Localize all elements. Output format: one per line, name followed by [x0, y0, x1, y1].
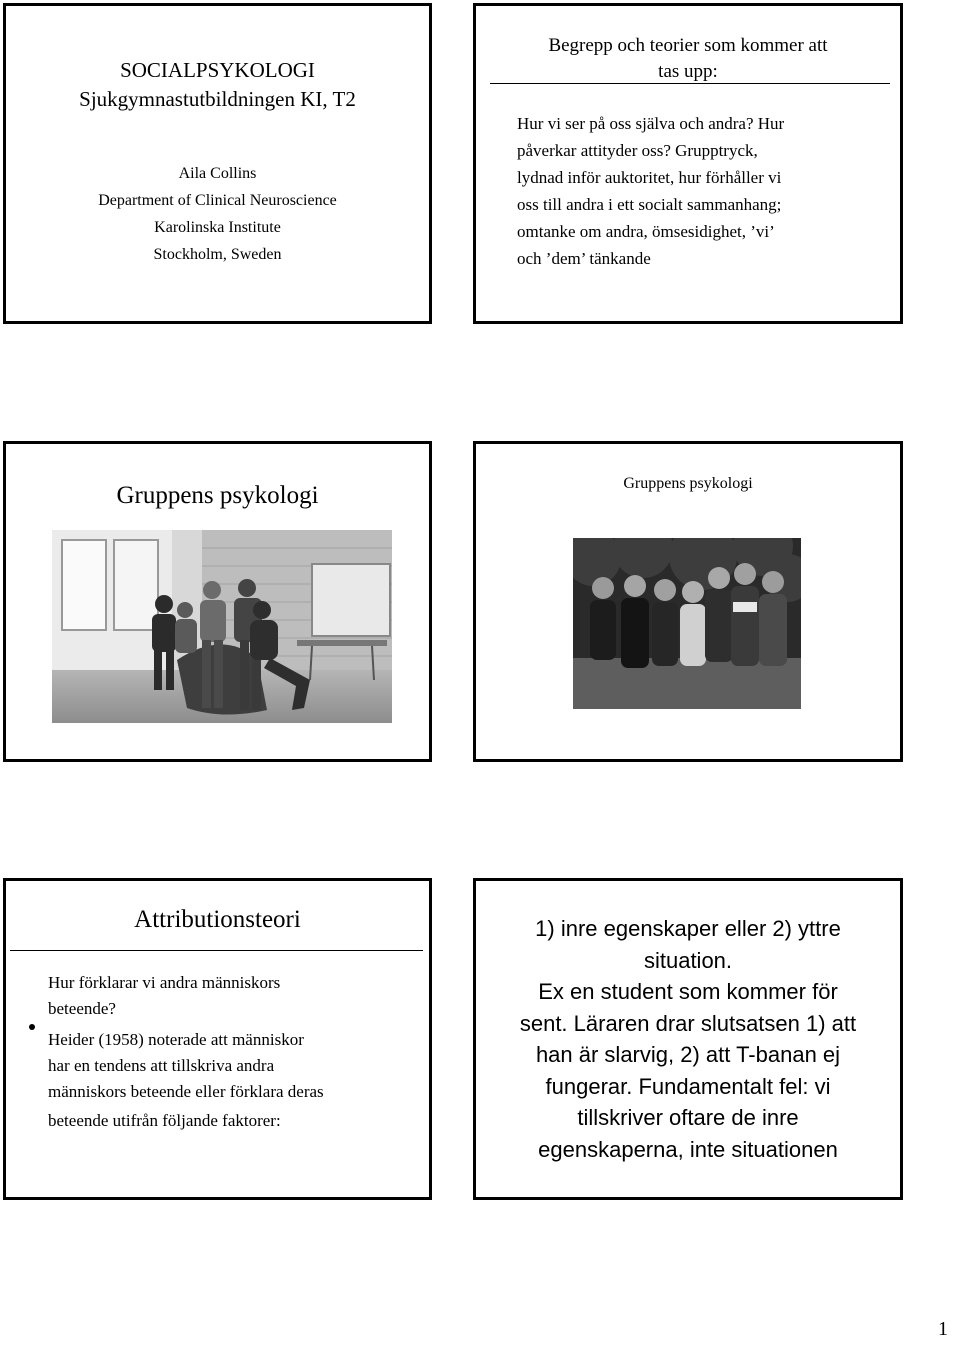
- slide-group-psychology-2: [473, 441, 903, 762]
- author-institute: Karolinska Institute: [154, 219, 281, 236]
- body-line: lydnad inför auktoritet, hur förhåller vi: [517, 168, 782, 187]
- body-line: påverkar attityder oss? Grupptryck,: [517, 141, 758, 160]
- slide-group-psychology-1-title: Gruppens psykologi: [116, 482, 319, 509]
- slide-title-heading: SOCIALPSYKOLOGI: [120, 58, 315, 82]
- body-line: tillskriver oftare de inre: [577, 1105, 799, 1130]
- slide-attribution-title: Attributionsteori: [134, 906, 301, 933]
- slide-title-subheading: Sjukgymnastutbildningen KI, T2: [79, 87, 356, 111]
- body-line: han är slarvig, 2) att T-banan ej: [535, 1042, 841, 1067]
- slide-concepts-title-cont: tas upp:: [658, 61, 718, 82]
- body-line: Hur vi ser på oss själva och andra? Hur: [517, 114, 785, 133]
- author-name: Aila Collins: [178, 165, 257, 182]
- body-line: 1) inre egenskaper eller 2) yttre: [535, 916, 841, 941]
- slide-attribution-theory: [3, 878, 432, 1200]
- body-line: beteende?: [48, 999, 116, 1018]
- page-number: 1: [938, 1318, 948, 1340]
- body-line: Ex en student som kommer för: [538, 979, 838, 1004]
- title-divider: [10, 950, 423, 951]
- body-line: människors beteende eller förklara deras: [48, 1082, 324, 1101]
- body-line: situation.: [643, 947, 733, 973]
- slide-attribution-example: [473, 878, 903, 1200]
- author-department: Department of Clinical Neuroscience: [98, 192, 337, 209]
- body-line: oss till andra i ett socialt sammanhang;: [517, 195, 782, 214]
- title-divider: [490, 83, 890, 84]
- body-line: sent. Läraren drar slutsatsen 1) att: [519, 1010, 857, 1036]
- slide-group-psychology-2-title: Gruppens psykologi: [623, 475, 753, 492]
- body-line: Heider (1958) noterade att människor: [48, 1030, 304, 1049]
- author-location: Stockholm, Sweden: [153, 246, 282, 263]
- slide-concepts: [473, 3, 903, 324]
- body-line: har en tendens att tillskriva andra: [48, 1056, 275, 1075]
- body-line: och ’dem’ tänkande: [517, 249, 651, 268]
- group-photo-bw: [52, 530, 392, 723]
- slide-concepts-title: Begrepp och teorier som kommer att: [548, 35, 828, 56]
- body-line: Hur förklarar vi andra människors: [48, 973, 281, 992]
- slide-group-psychology-1: [3, 441, 432, 762]
- body-line: fungerar. Fundamentalt fel: vi: [545, 1073, 831, 1099]
- bullet-icon: [29, 1024, 35, 1030]
- body-line: egenskaperna, inte situationen: [538, 1136, 838, 1162]
- body-line: beteende utifrån följande faktorer:: [48, 1111, 281, 1130]
- group-photo-outdoor: [573, 538, 801, 709]
- body-line: omtanke om andra, ömsesidighet, ’vi’: [517, 222, 775, 241]
- slide-title: [3, 3, 432, 324]
